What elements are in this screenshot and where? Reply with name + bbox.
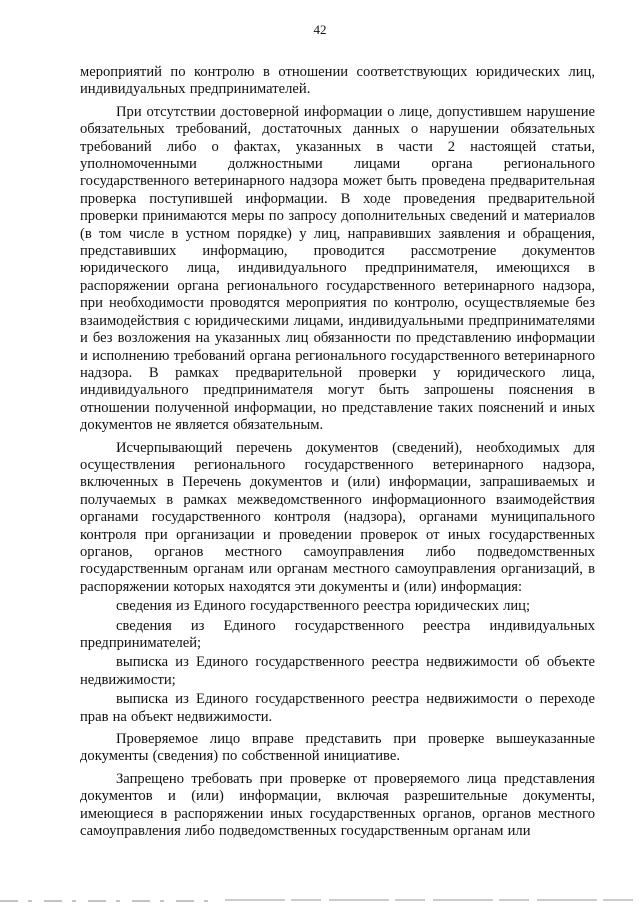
list-item: выписка из Единого государственного реестра недвижимости о переходе прав на объект недвижимости. xyxy=(80,691,595,725)
paragraph-prohibition: Запрещено требовать при проверке от проверяемого лица представления документов и (или) информации, включая разрешительные документы, имеющиеся в распоряжении иных государственных органов, органов местного самоуправления либо подведомственных государственным органам или xyxy=(80,770,595,840)
list-item: сведения из Единого государственного реестра юридических лиц; xyxy=(116,598,531,615)
paragraph-preliminary-check: При отсутствии достоверной информации о лице, допустившем нарушение обязательных требований, достаточных данных о нарушении обязательных требований либо о фактах, указанных в части 2 настоящей статьи, уполномоченными должностными лицами органа регионального государственного ветеринарного надзора может быть проведена предварительная проверка поступившей информации. В ходе проведения предварительной проверки принимаются меры по запросу дополнительных сведений и материалов (в том числе в устном порядке) у лиц, направивших заявления и обращения, представивших информацию, проводится рассмотрение документов юридического лица, индивидуального предпринимателя, имеющихся в распоряжении органа регионального государственного ветеринарного надзора, при необходимости проводятся мероприятия по контролю, осуществляемые без взаимодействия с юридическими лицами, индивидуальными предпринимателями и без возложения на указанных лиц обязанности по представлению информации и исполнению требований органа регионального государственного ветеринарного надзора. В рамках предварительной проверки у юридического лица, индивидуального предпринимателя могут быть запрошены пояснения в отношении полученной информации, но представление таких пояснений и иных документов не является обязательным. xyxy=(80,103,595,434)
paragraph-continuation: мероприятий по контролю в отношении соответствующих юридических лиц, индивидуальных предпринимателей. xyxy=(80,64,595,98)
page-number: 42 xyxy=(313,22,327,37)
scan-artifact-bottom xyxy=(0,893,640,905)
list-item: сведения из Единого государственного реестра индивидуальных предпринимателей; xyxy=(80,617,595,651)
document-body xyxy=(80,64,595,845)
paragraph-own-initiative: Проверяемое лицо вправе представить при проверке вышеуказанные документы (сведения) по собственной инициативе. xyxy=(80,731,595,765)
paragraph-documents-list-intro: Исчерпывающий перечень документов (сведений), необходимых для осуществления регионального государственного ветеринарного надзора, включенных в Перечень документов и (или) информации, запрашиваемых и получаемых в рамках межведомственного информационного взаимодействия органами государственного контроля (надзора), органами муниципального контроля при организации и проведении проверок от иных государственных органов, органов местного самоуправления либо подведомственных государственным органам или органам местного самоуправления организаций, в распоряжении которых находятся эти документы и (или) информация: xyxy=(80,439,595,595)
list-item: выписка из Единого государственного реестра недвижимости об объекте недвижимости; xyxy=(80,654,595,688)
